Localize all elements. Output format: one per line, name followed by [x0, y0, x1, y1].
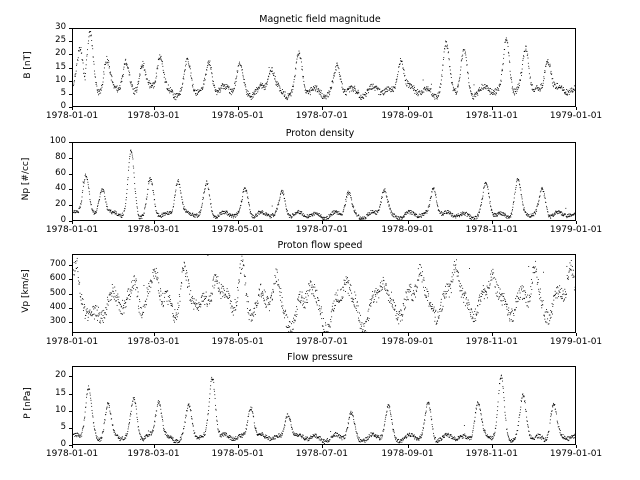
panel-title-flow-pressure: Flow pressure — [287, 352, 353, 363]
xtick-label: 1979-01-01 — [549, 449, 603, 459]
axes-magnetic-field — [72, 28, 576, 107]
ytick-label: 0 — [60, 439, 66, 449]
xtick-label: 1978-03-01 — [127, 337, 180, 347]
ytick-label: 20 — [55, 370, 66, 381]
ytick-label: 25 — [55, 35, 66, 46]
xtick-mark — [154, 333, 155, 336]
xtick-label: 1978-05-01 — [211, 449, 264, 459]
panel-title-magnetic-field: Magnetic field magnitude — [259, 14, 381, 25]
ytick-label: 5 — [60, 421, 66, 432]
xtick-mark — [238, 445, 239, 448]
ytick-mark — [69, 294, 72, 295]
xtick-label: 1978-09-01 — [381, 449, 434, 459]
xtick-mark — [322, 445, 323, 448]
ytick-label: 700 — [49, 259, 66, 270]
xtick-label: 1979-01-01 — [549, 337, 603, 347]
data-points-magnetic-field — [73, 29, 575, 106]
ytick-label: 15 — [55, 61, 66, 72]
data-points-proton-density — [73, 143, 575, 220]
xtick-label: 1978-11-01 — [465, 111, 518, 121]
xtick-mark — [576, 333, 577, 336]
xtick-mark — [72, 107, 73, 110]
ytick-mark — [69, 81, 72, 82]
ytick-label: 30 — [55, 22, 66, 32]
xtick-mark — [154, 107, 155, 110]
xtick-mark — [408, 107, 409, 110]
xtick-label: 1978-07-01 — [295, 111, 349, 121]
ytick-label: 0 — [60, 215, 66, 225]
xtick-label: 1978-09-01 — [381, 225, 434, 235]
ytick-mark — [69, 265, 72, 266]
xtick-label: 1978-01-01 — [45, 111, 99, 121]
ytick-mark — [69, 54, 72, 55]
xtick-mark — [576, 107, 577, 110]
ytick-label: 0 — [60, 101, 66, 111]
ytick-label: 300 — [49, 315, 66, 326]
ytick-mark — [69, 322, 72, 323]
ylabel-proton-density: Np [#/cc] — [21, 157, 31, 201]
xtick-label: 1978-05-01 — [211, 337, 264, 347]
axes-flow-pressure — [72, 366, 576, 445]
ytick-label: 100 — [49, 136, 66, 146]
ylabel-flow-pressure: P [nPa] — [23, 387, 33, 419]
xtick-mark — [408, 333, 409, 336]
xtick-label: 1978-07-01 — [295, 225, 349, 235]
xtick-label: 1978-01-01 — [45, 337, 99, 347]
ytick-label: 10 — [55, 404, 66, 415]
ytick-mark — [69, 308, 72, 309]
panel-title-proton-flow-speed: Proton flow speed — [277, 240, 363, 251]
xtick-mark — [322, 333, 323, 336]
xtick-label: 1978-05-01 — [211, 111, 264, 121]
xtick-label: 1978-05-01 — [211, 225, 264, 235]
xtick-mark — [492, 333, 493, 336]
xtick-mark — [238, 107, 239, 110]
ytick-label: 80 — [55, 151, 66, 162]
xtick-mark — [72, 221, 73, 224]
ytick-mark — [69, 411, 72, 412]
ytick-mark — [69, 394, 72, 395]
ytick-label: 400 — [49, 301, 66, 312]
xtick-label: 1979-01-01 — [549, 111, 603, 121]
xtick-label: 1978-07-01 — [295, 449, 349, 459]
xtick-label: 1978-03-01 — [127, 449, 180, 459]
xtick-mark — [576, 221, 577, 224]
xtick-mark — [238, 221, 239, 224]
ytick-label: 20 — [55, 48, 66, 59]
xtick-mark — [408, 445, 409, 448]
xtick-label: 1979-01-01 — [549, 225, 603, 235]
xtick-mark — [154, 445, 155, 448]
xtick-mark — [576, 445, 577, 448]
xtick-mark — [408, 221, 409, 224]
ytick-mark — [69, 189, 72, 190]
xtick-mark — [492, 445, 493, 448]
xtick-label: 1978-01-01 — [45, 225, 99, 235]
ytick-label: 20 — [55, 199, 66, 210]
ytick-mark — [69, 68, 72, 69]
xtick-mark — [322, 107, 323, 110]
ytick-mark — [69, 428, 72, 429]
ytick-mark — [69, 279, 72, 280]
ytick-mark — [69, 174, 72, 175]
panel-proton-density — [0, 128, 640, 238]
ytick-mark — [69, 376, 72, 377]
panel-magnetic-field — [0, 14, 640, 124]
xtick-label: 1978-09-01 — [381, 337, 434, 347]
ytick-mark — [69, 205, 72, 206]
ylabel-magnetic-field: B [nT] — [23, 51, 33, 79]
ytick-mark — [69, 158, 72, 159]
xtick-mark — [492, 221, 493, 224]
ytick-label: 15 — [55, 387, 66, 398]
xtick-mark — [322, 221, 323, 224]
data-points-flow-pressure — [73, 367, 575, 444]
ytick-mark — [69, 94, 72, 95]
data-points-proton-flow-speed — [73, 255, 575, 332]
ytick-label: 500 — [49, 287, 66, 298]
ytick-mark — [69, 28, 72, 29]
xtick-label: 1978-03-01 — [127, 225, 180, 235]
xtick-mark — [72, 333, 73, 336]
ytick-label: 10 — [55, 74, 66, 85]
axes-proton-density — [72, 142, 576, 221]
panel-proton-flow-speed — [0, 240, 640, 350]
xtick-label: 1978-01-01 — [45, 449, 99, 459]
axes-proton-flow-speed — [72, 254, 576, 333]
xtick-label: 1978-11-01 — [465, 337, 518, 347]
xtick-label: 1978-11-01 — [465, 449, 518, 459]
ytick-label: 60 — [55, 167, 66, 178]
xtick-mark — [492, 107, 493, 110]
xtick-label: 1978-11-01 — [465, 225, 518, 235]
xtick-mark — [238, 333, 239, 336]
ytick-label: 40 — [55, 183, 66, 194]
xtick-label: 1978-09-01 — [381, 111, 434, 121]
ylabel-proton-flow-speed: Vp [km/s] — [21, 269, 31, 313]
ytick-mark — [69, 41, 72, 42]
xtick-mark — [154, 221, 155, 224]
xtick-label: 1978-07-01 — [295, 337, 349, 347]
ytick-label: 600 — [49, 273, 66, 284]
xtick-mark — [72, 445, 73, 448]
ytick-label: 5 — [60, 87, 66, 98]
panel-flow-pressure — [0, 352, 640, 462]
xtick-label: 1978-03-01 — [127, 111, 180, 121]
panel-title-proton-density: Proton density — [285, 128, 355, 139]
ytick-mark — [69, 142, 72, 143]
